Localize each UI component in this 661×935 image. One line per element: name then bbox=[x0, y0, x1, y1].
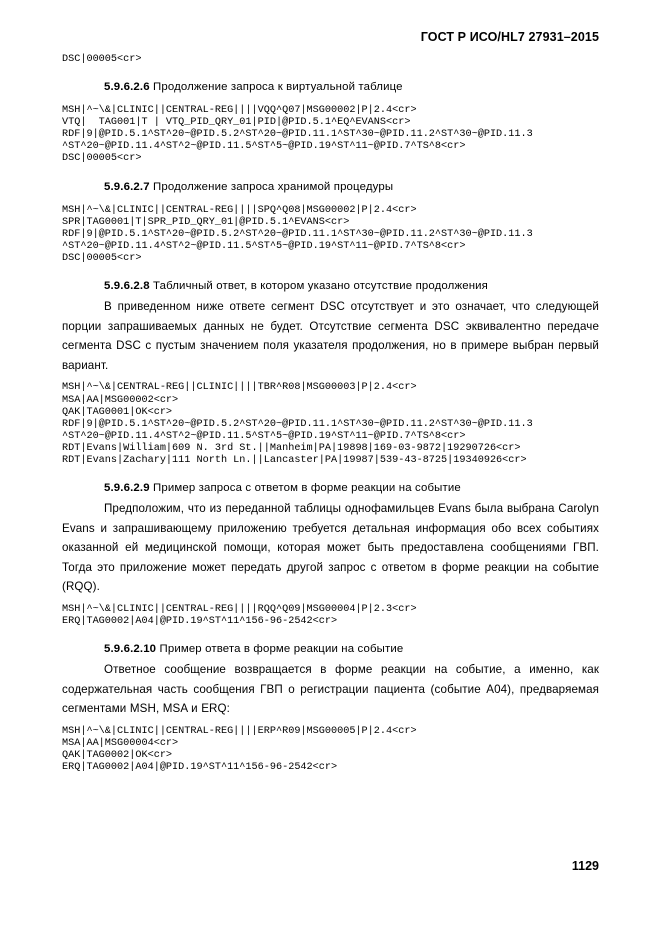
clause-title-text: Табличный ответ, в котором указано отсутствие продолжения bbox=[153, 280, 488, 293]
code-block-5-9-6-2-6 bbox=[62, 105, 599, 165]
code-line: RDF|9|@PID.5.1^ST^20~@PID.5.2^ST^20~@PID.11.1^ST^30~@PID.11.2^ST^30~@PID.11.3 bbox=[62, 129, 533, 141]
code-line: DSC|00005<cr> bbox=[62, 252, 142, 264]
code-line: DSC|00005<cr> bbox=[62, 54, 142, 65]
paragraph-5-9-6-2-8: В приведенном ниже ответе сегмент DSC отсутствует и это означает, что следующей порции запрашиваемых данных не будет. Отсутствие сегмента DSC эквивалентно передаче сегмента DSC с пустым значением поля указателя продолжения, но в примере выбран первый вариант. bbox=[62, 300, 599, 372]
page-number: 1129 bbox=[571, 859, 599, 873]
clause-title-text: Продолжение запроса к виртуальной таблице bbox=[153, 81, 403, 94]
running-header-standard-title: ГОСТ Р ИСО/HL7 27931–2015 bbox=[420, 30, 599, 44]
clause-heading-5-9-6-2-7 bbox=[62, 180, 599, 194]
code-line: MSH|^~\&|CENTRAL-REG||CLINIC||||TBR^R08|MSG00003|P|2.4<cr> bbox=[62, 382, 417, 394]
paragraph-5-9-6-2-10: Ответное сообщение возвращается в форме реакции на событие, а именно, как содержательная часть сообщения ГВП о регистрации пациента (событие A04), предваряемая сегментами MSH, MSA и ERQ: bbox=[62, 663, 599, 716]
clause-heading-5-9-6-2-10 bbox=[62, 642, 599, 656]
clause-title-text: Пример запроса с ответом в форме реакции на событие bbox=[153, 482, 461, 495]
clause-heading-5-9-6-2-8 bbox=[62, 279, 599, 293]
code-line: ^ST^20~@PID.11.4^ST^2~@PID.11.5^ST^5~@PID.19^ST^11~@PID.7^TS^8<cr> bbox=[62, 141, 466, 153]
code-line: RDT|Evans|William|609 N. 3rd St.||Manheim|PA|19898|169-03-9872|19290726<cr> bbox=[62, 442, 521, 454]
clause-number: 5.9.6.2.7 bbox=[104, 180, 150, 193]
code-block-5-9-6-2-10 bbox=[62, 726, 599, 774]
code-line: MSH|^~\&|CLINIC||CENTRAL-REG||||VQQ^Q07|MSG00002|P|2.4<cr> bbox=[62, 105, 417, 117]
code-block-top bbox=[62, 54, 599, 66]
code-line: MSH|^~\&|CLINIC||CENTRAL-REG||||ERP^R09|MSG00005|P|2.4<cr> bbox=[62, 726, 417, 737]
code-line: QAK|TAG0002|OK<cr> bbox=[62, 750, 173, 762]
code-line: MSH|^~\&|CLINIC||CENTRAL-REG||||RQQ^Q09|MSG00004|P|2.3<cr> bbox=[62, 604, 417, 616]
code-line: ^ST^20~@PID.11.4^ST^2~@PID.11.5^ST^5~@PID.19^ST^11~@PID.7^TS^8<cr> bbox=[62, 240, 466, 252]
clause-number: 5.9.6.2.9 bbox=[104, 482, 150, 495]
code-line: RDF|9|@PID.5.1^ST^20~@PID.5.2^ST^20~@PID.11.1^ST^30~@PID.11.2^ST^30~@PID.11.3 bbox=[62, 228, 533, 240]
code-line: QAK|TAG0001|OK<cr> bbox=[62, 406, 173, 418]
clause-number: 5.9.6.2.10 bbox=[104, 643, 157, 656]
code-line: SPR|TAG0001|T|SPR_PID_QRY_01|@PID.5.1^EVANS<cr> bbox=[62, 216, 350, 228]
code-line: ^ST^20~@PID.11.4^ST^2~@PID.11.5^ST^5~@PID.19^ST^11~@PID.7^TS^8<cr> bbox=[62, 430, 466, 442]
clause-heading-5-9-6-2-6 bbox=[62, 80, 599, 94]
code-block-5-9-6-2-9 bbox=[62, 604, 599, 628]
code-line: RDT|Evans|Zachary|111 North Ln.||Lancaster|PA|19987|539-43-8725|19340926<cr> bbox=[62, 454, 527, 466]
paragraph-5-9-6-2-9: Предположим, что из переданной таблицы однофамильцев Evans была выбрана Carolyn Evans и запрашивающему приложению требуется детальная информация обо всех событиях оказанной ей медицинской помощи, которая может быть предоставлена сообщениями ГВП. Тогда это приложение может передать другой запрос с ответом в форме реакции на событие (RQQ). bbox=[62, 502, 599, 594]
code-line: RDF|9|@PID.5.1^ST^20~@PID.5.2^ST^20~@PID.11.1^ST^30~@PID.11.2^ST^30~@PID.11.3 bbox=[62, 418, 533, 430]
code-line: VTQ| TAG001|T | VTQ_PID_QRY_01|PID|@PID.5.1^EQ^EVANS<cr> bbox=[62, 117, 411, 129]
code-line: MSA|AA|MSG00004<cr> bbox=[62, 738, 179, 750]
code-block-5-9-6-2-7 bbox=[62, 205, 599, 265]
clause-title-text: Пример ответа в форме реакции на событие bbox=[159, 643, 404, 656]
clause-number: 5.9.6.2.8 bbox=[104, 280, 150, 293]
code-line: ERQ|TAG0002|A04|@PID.19^ST^11^156-96-2542<cr> bbox=[62, 616, 338, 628]
page-content bbox=[62, 30, 599, 774]
code-line: MSA|AA|MSG00002<cr> bbox=[62, 394, 179, 406]
clause-heading-5-9-6-2-9 bbox=[62, 481, 599, 495]
code-line: ERQ|TAG0002|A04|@PID.19^ST^11^156-96-2542<cr> bbox=[62, 762, 338, 774]
clause-title-text: Продолжение запроса хранимой процедуры bbox=[153, 180, 394, 193]
code-line: DSC|00005<cr> bbox=[62, 153, 142, 165]
code-block-5-9-6-2-8 bbox=[62, 382, 599, 467]
clause-number: 5.9.6.2.6 bbox=[104, 81, 150, 94]
code-line: MSH|^~\&|CLINIC||CENTRAL-REG||||SPQ^Q08|MSG00002|P|2.4<cr> bbox=[62, 204, 417, 216]
